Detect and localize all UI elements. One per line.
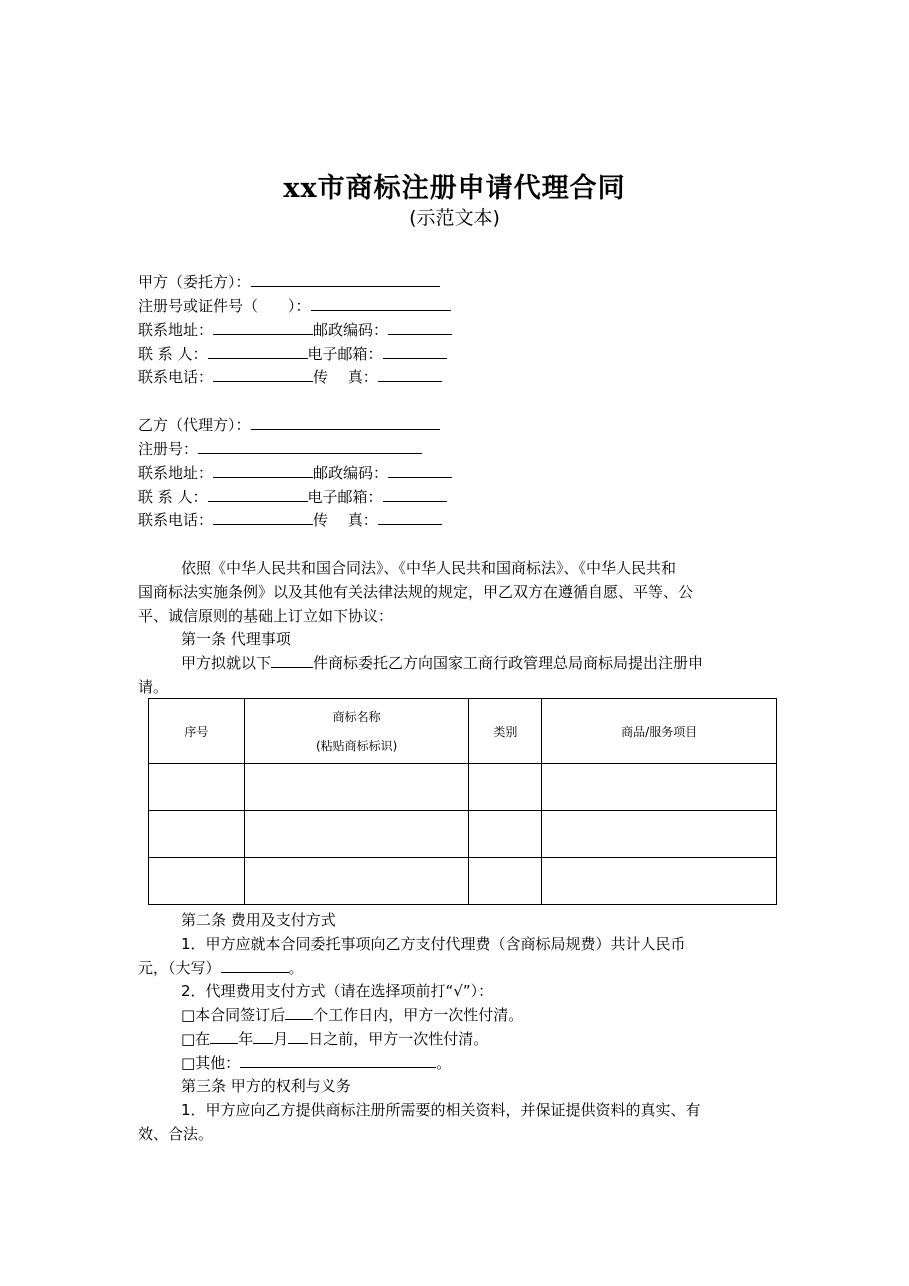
table-cell[interactable]	[244, 858, 469, 905]
payment-option-3-text-a: □其他：	[181, 1054, 241, 1072]
party-a-contact-label: 联 系 人：	[138, 345, 208, 363]
party-a-contact-blank[interactable]	[208, 343, 308, 359]
payment-option-2-text-a: □在	[181, 1030, 211, 1048]
article-1-text-b: 件商标委托乙方向国家工商行政管理总局商标局提出注册申	[313, 654, 704, 672]
party-a-address-line	[138, 319, 452, 341]
party-a-label: 甲方（委托方）：	[138, 273, 251, 291]
party-b-contact-label: 联 系 人：	[138, 488, 208, 506]
table-row	[149, 811, 777, 858]
party-a-contact-line	[138, 343, 447, 365]
table-cell[interactable]	[244, 764, 469, 811]
party-b-address-blank[interactable]	[213, 462, 313, 478]
working-days-blank[interactable]	[285, 1004, 313, 1020]
payment-option-2[interactable]	[138, 1028, 774, 1052]
party-a-address-label: 联系地址：	[138, 321, 214, 339]
party-b-reg-label: 注册号：	[138, 440, 199, 458]
table-cell[interactable]	[469, 764, 542, 811]
article-3-heading: 第三条 甲方的权利与义务	[181, 1077, 351, 1095]
col-header-name	[244, 699, 469, 764]
party-b-email-blank[interactable]	[383, 486, 447, 502]
party-b-fax-blank[interactable]	[378, 509, 442, 525]
payment-option-2-text-c: 月	[273, 1030, 289, 1048]
trademark-count-blank[interactable]	[271, 652, 313, 668]
party-b-reg-line	[138, 438, 422, 460]
party-b-fax-label: 传 真：	[313, 511, 378, 529]
article-2-item-1-end: 。	[288, 959, 304, 977]
party-b-email-label: 电子邮箱：	[307, 488, 383, 506]
article-2-item-1b	[138, 957, 774, 981]
party-a-reg-label: 注册号或证件号（ ）：	[138, 297, 311, 315]
document-title: xx市商标注册申请代理合同	[283, 173, 626, 204]
party-b-contact-line	[138, 486, 447, 508]
party-b-phone-line	[138, 509, 442, 531]
party-b-reg-blank[interactable]	[198, 438, 422, 454]
article-2-heading: 第二条 费用及支付方式	[181, 911, 336, 929]
party-b-address-line	[138, 462, 452, 484]
table-cell[interactable]	[469, 811, 542, 858]
party-b-phone-blank[interactable]	[213, 509, 313, 525]
party-a-fax-label: 传 真：	[313, 368, 378, 386]
payment-option-3-end: 。	[436, 1054, 452, 1072]
trademark-table	[148, 698, 777, 905]
party-a-blank[interactable]	[251, 271, 440, 287]
table-row	[149, 764, 777, 811]
party-b-phone-label: 联系电话：	[138, 511, 214, 529]
article-3-item-1b: 效、合法。	[138, 1125, 214, 1143]
month-blank[interactable]	[253, 1028, 273, 1044]
party-a-address-blank[interactable]	[213, 319, 313, 335]
year-blank[interactable]	[210, 1028, 238, 1044]
day-blank[interactable]	[288, 1028, 308, 1044]
col-header-name-main: 商标名称	[332, 710, 381, 724]
payment-option-2-text-d: 日之前，甲方一次性付清。	[308, 1030, 489, 1048]
party-a-reg-line	[138, 295, 451, 317]
col-header-class: 类别	[469, 699, 542, 764]
party-a-email-label: 电子邮箱：	[307, 345, 383, 363]
party-b-line	[138, 414, 440, 436]
table-cell[interactable]	[149, 764, 245, 811]
party-a-reg-blank[interactable]	[311, 295, 451, 311]
amount-uppercase-blank[interactable]	[221, 957, 289, 973]
article-2-item-2: 2．代理费用支付方式（请在选择项前打“√”）：	[181, 982, 494, 1000]
article-1-heading: 第一条 代理事项	[181, 630, 291, 648]
article-1-text-a: 甲方拟就以下	[181, 654, 272, 672]
document-subtitle: (示范文本)	[409, 207, 500, 229]
article-1-text	[138, 652, 774, 676]
table-cell[interactable]	[542, 858, 777, 905]
table-cell[interactable]	[149, 858, 245, 905]
article-3-item-1a: 1．甲方应向乙方提供商标注册所需要的相关资料，并保证提供资料的真实、有	[181, 1101, 701, 1119]
party-a-fax-blank[interactable]	[378, 366, 442, 382]
col-header-no: 序号	[149, 699, 245, 764]
payment-option-3[interactable]	[138, 1052, 774, 1076]
intro-line-3: 平、诚信原则的基础上订立如下协议：	[138, 607, 394, 625]
col-header-name-sub: (粘贴商标标识)	[315, 739, 398, 753]
table-cell[interactable]	[542, 764, 777, 811]
payment-option-1-text-b: 个工作日内，甲方一次性付清。	[313, 1006, 524, 1024]
party-a-phone-label: 联系电话：	[138, 368, 214, 386]
payment-option-2-text-b: 年	[238, 1030, 254, 1048]
party-a-line	[138, 271, 440, 293]
payment-option-1[interactable]	[138, 1004, 774, 1028]
party-a-postcode-blank[interactable]	[388, 319, 452, 335]
table-cell[interactable]	[149, 811, 245, 858]
intro-line-1: 依照《中华人民共和国合同法》、《中华人民共和国商标法》、《中华人民共和	[181, 559, 677, 577]
article-2-item-1b-text: 元，（大写）	[138, 959, 221, 977]
table-header-row	[149, 699, 777, 764]
party-b-address-label: 联系地址：	[138, 464, 214, 482]
table-cell[interactable]	[244, 811, 469, 858]
table-cell[interactable]	[469, 858, 542, 905]
article-2-item-1a: 1．甲方应就本合同委托事项向乙方支付代理费（含商标局规费）共计人民币	[181, 935, 686, 953]
party-b-label: 乙方（代理方）：	[138, 416, 251, 434]
party-b-blank[interactable]	[251, 414, 440, 430]
party-a-postcode-label: 邮政编码：	[313, 321, 389, 339]
other-payment-blank[interactable]	[240, 1052, 436, 1068]
party-b-contact-blank[interactable]	[208, 486, 308, 502]
party-b-postcode-blank[interactable]	[388, 462, 452, 478]
intro-line-2: 国商标法实施条例》以及其他有关法律法规的规定，甲乙双方在遵循自愿、平等、公	[138, 583, 694, 601]
party-a-phone-blank[interactable]	[213, 366, 313, 382]
table-row	[149, 858, 777, 905]
col-header-goods: 商品/服务项目	[542, 699, 777, 764]
table-cell[interactable]	[542, 811, 777, 858]
party-a-phone-line	[138, 366, 442, 388]
party-b-postcode-label: 邮政编码：	[313, 464, 389, 482]
payment-option-1-text-a: □本合同签订后	[181, 1006, 286, 1024]
article-1-text-c: 请。	[138, 678, 169, 696]
party-a-email-blank[interactable]	[383, 343, 447, 359]
